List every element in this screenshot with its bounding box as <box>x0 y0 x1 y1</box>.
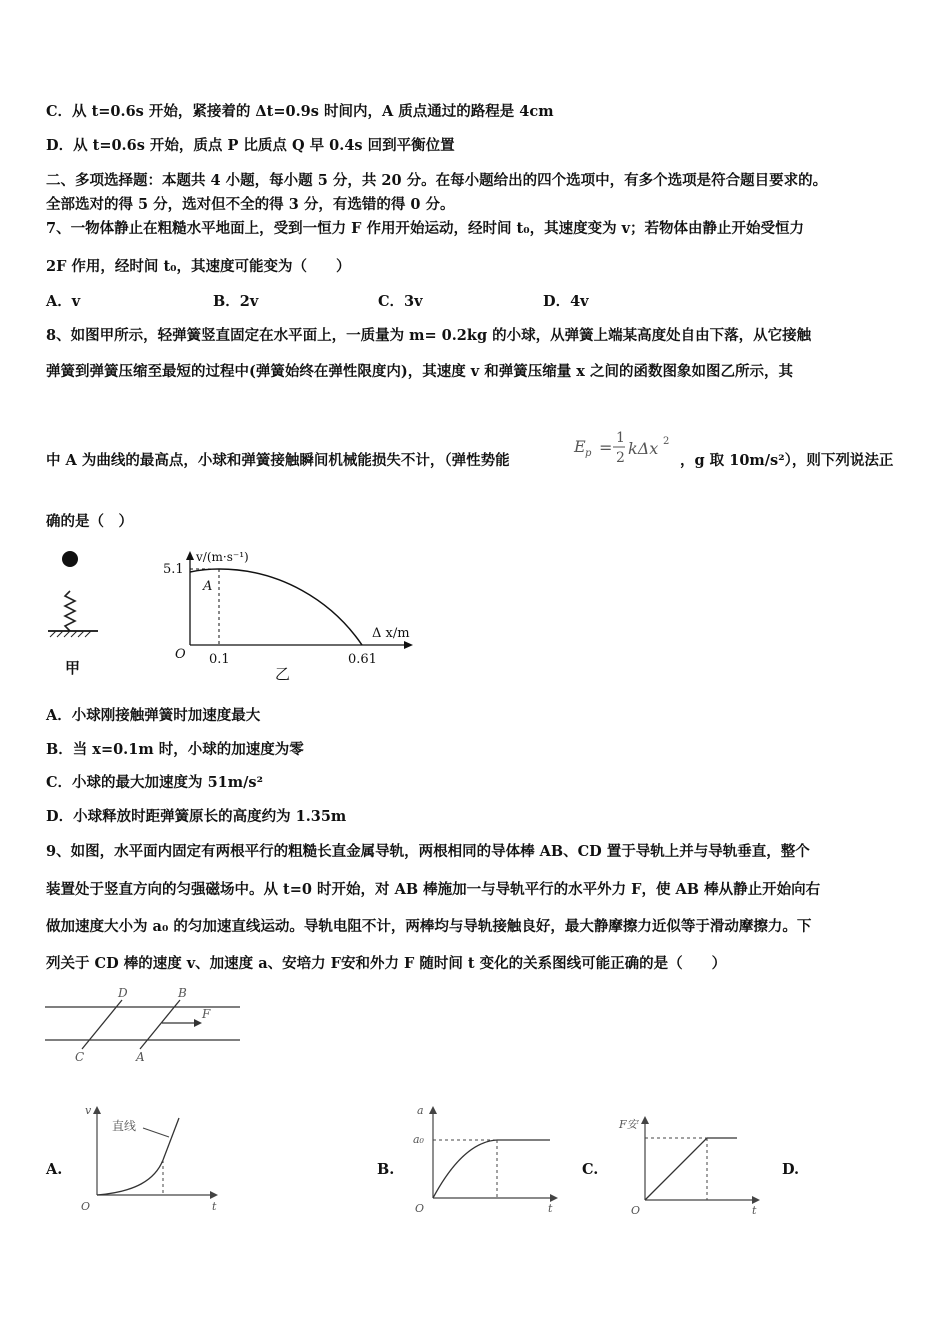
graph-a-x-label: t <box>212 1200 217 1213</box>
question8-stem-line3a: 中 A 为曲线的最高点，小球和弹簧接触瞬间机械能损失不计，（弹性势能 <box>46 452 510 469</box>
section2-header-line2: 全部选对的得 5 分，选对但不全的得 3 分，有选错的得 0 分。 <box>46 196 455 213</box>
ground-hatch-icon <box>50 631 91 637</box>
figure-yi-label: 乙 <box>275 665 291 683</box>
figure-rails-rods <box>40 985 250 1070</box>
question7-option-a: A．v <box>46 293 81 310</box>
formula-den: 2 <box>616 450 625 466</box>
question8-stem-line1: 8、如图甲所示，轻弹簧竖直固定在水平面上，一质量为 m= 0.2kg 的小球，从弹簧上端某高度处自由下落，从它接触 <box>46 327 812 344</box>
graph-b-a0-tick: a₀ <box>413 1133 424 1146</box>
question7-option-d: D．4v <box>543 293 589 310</box>
graph-a-velocity <box>75 1100 225 1215</box>
v-max-tick: 5.1 <box>163 562 184 577</box>
x-end-tick: 0.61 <box>348 652 377 667</box>
formula-sup: 2 <box>663 436 670 447</box>
question9-stem-line4: 列关于 CD 棒的速度 v、加速度 a、安培力 F安和外力 F 随时间 t 变化的关系图线可能正确的是（ ） <box>46 955 727 972</box>
ball-icon <box>62 551 78 567</box>
question6-option-d: D．从 t=0.6s 开始，质点 P 比质点 Q 早 0.4s 回到平衡位置 <box>46 137 455 154</box>
section2-header-line1: 二、多项选择题：本题共 4 小题，每小题 5 分，共 20 分。在每小题给出的四个选项中，有多个选项是符合题目要求的。 <box>46 172 828 189</box>
graph-c-ampere-force <box>615 1112 770 1217</box>
question8-option-c: C．小球的最大加速度为 51m/s² <box>46 774 263 791</box>
question8-stem-line4: 确的是（ ） <box>46 513 133 530</box>
graph-b-y-label: a <box>417 1104 424 1117</box>
question9-stem-line2: 装置处于竖直方向的匀强磁场中。从 t=0 时开始，对 AB 棒施加一与导轨平行的水平外力 F，使 AB 棒从静止开始向右 <box>46 881 821 898</box>
label-b: B <box>178 986 187 1000</box>
formula-lhs: E <box>574 437 586 456</box>
question8-option-b: B．当 x=0.1m 时，小球的加速度为零 <box>46 741 304 758</box>
velocity-curve <box>190 569 362 645</box>
x-axis-label: Δ x/m <box>372 626 410 641</box>
question7-option-b: B．2v <box>213 293 259 310</box>
formula-rhs: kΔx <box>628 439 659 458</box>
origin-label: O <box>175 647 186 662</box>
spring-icon <box>65 591 75 631</box>
question6-option-c: C．从 t=0.6s 开始，紧接着的 Δt=0.9s 时间内，A 质点通过的路程是 4cm <box>46 103 554 120</box>
question8-option-a: A．小球刚接触弹簧时加速度最大 <box>46 707 261 724</box>
question9-option-c: C. <box>582 1161 599 1178</box>
question7-stem-line1: 7、一物体静止在粗糙水平地面上，受到一恒力 F 作用开始运动，经时间 t₀，其速度变为 v；若物体由静止开始受恒力 <box>46 220 805 237</box>
question9-option-b: B. <box>377 1161 395 1178</box>
question9-stem-line3: 做加速度大小为 a₀ 的匀加速直线运动。导轨电阻不计，两棒均与导轨接触良好，最大静摩擦力近似等于滑动摩擦力。下 <box>46 918 812 935</box>
graph-a-note: 直线 <box>112 1119 137 1133</box>
graph-a-y-label: v <box>85 1104 92 1117</box>
question9-option-d: D. <box>782 1161 800 1178</box>
question8-stem-line3b: ，g 取 10m/s²），则下列说法正 <box>680 452 894 469</box>
figure-yi-velocity-graph <box>160 545 430 690</box>
graph-a-curve <box>97 1160 163 1195</box>
graph-c-y-label: F安 <box>619 1118 638 1131</box>
question7-stem-line2: 2F 作用，经时间 t₀，其速度可能变为（ ） <box>46 258 351 275</box>
y-axis-label: v/(m·s⁻¹) <box>196 550 249 564</box>
question9-stem-line1: 9、如图，水平面内固定有两根平行的粗糙长直金属导轨，两根相同的导体棒 AB、CD 置于导轨上并与导轨垂直，整个 <box>46 843 810 860</box>
question8-option-d: D．小球释放时距弹簧原长的高度约为 1.35m <box>46 808 347 825</box>
graph-b-curve <box>433 1140 497 1198</box>
elastic-energy-formula <box>572 428 676 468</box>
figure-jia-label: 甲 <box>65 659 81 677</box>
question9-option-a: A. <box>46 1161 63 1178</box>
graph-b-x-label: t <box>548 1202 553 1215</box>
formula-num: 1 <box>616 430 625 446</box>
graph-a-line <box>163 1118 179 1160</box>
label-f: F <box>202 1007 211 1021</box>
question8-stem-line2: 弹簧到弹簧压缩至最短的过程中(弹簧始终在弹性限度内)，其速度 v 和弹簧压缩量 x 之间的函数图象如图乙所示，其 <box>46 363 793 380</box>
x-peak-tick: 0.1 <box>209 652 230 667</box>
graph-c-x-label: t <box>752 1204 757 1217</box>
label-a: A <box>136 1050 145 1064</box>
label-c: C <box>75 1050 85 1064</box>
graph-c-ramp <box>645 1138 707 1200</box>
figure-jia-spring <box>40 545 120 685</box>
question7-option-c: C．3v <box>378 293 423 310</box>
graph-b-origin: O <box>415 1202 425 1215</box>
formula-sub: p <box>585 448 592 459</box>
point-a-label: A <box>203 579 213 594</box>
graph-c-origin: O <box>631 1204 641 1217</box>
graph-b-acceleration <box>405 1100 565 1215</box>
graph-a-origin: O <box>81 1200 91 1213</box>
formula-eq: = <box>599 438 613 457</box>
label-d: D <box>118 986 128 1000</box>
